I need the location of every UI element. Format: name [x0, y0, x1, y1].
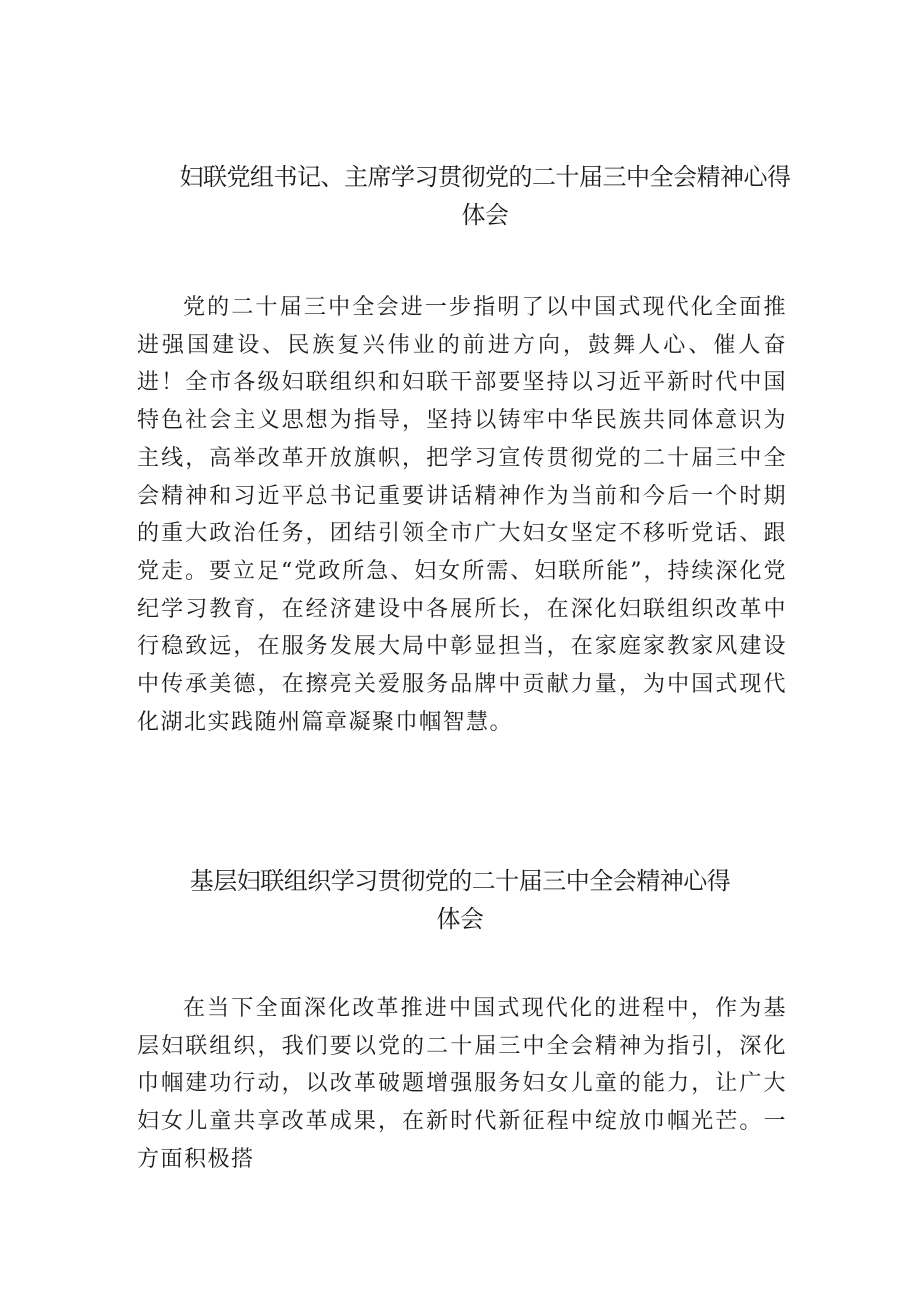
section-1-paragraph: 党的二十届三中全会进一步指明了以中国式现代化全面推进强国建设、民族复兴伟业的前进方向，鼓舞人心、催人奋进！全市各级妇联组织和妇联干部要坚持以习近平新时代中国特色社会主义思想为指导，坚持以铸牢中华民族共同体意识为主线，高举改革开放旗帜，把学习宣传贯彻党的二十届三中全会精神和习近平总书记重要讲话精神作为当前和今后一个时期的重大政治任务，团结引领全市广大妇女坚定不移听党话、跟党走。要立足“党政所急、妇女所需、妇联所能”，持续深化党纪学习教育，在经济建设中各展所长，在深化妇联组织改革中行稳致远，在服务发展大局中彰显担当，在家庭家教家风建设中传承美德，在擦亮关爱服务品牌中贡献力量，为中国式现代化湖北实践随州篇章凝聚巾帼智慧。	[137, 295, 787, 735]
section-1-title-line-2: 体会	[461, 201, 509, 229]
section-2-paragraph: 在当下全面深化改革推进中国式现代化的进程中，作为基层妇联组织，我们要以党的二十届三中全会精神为指引，深化巾帼建功行动，以改革破题增强服务妇女儿童的能力，让广大妇女儿童共享改革成果，在新时代新征程中绽放巾帼光芒。一方面积极搭	[137, 996, 787, 1172]
section-2-title-line-1: 基层妇联组织学习贯彻党的二十届三中全会精神心得	[189, 867, 731, 895]
section-1-title-line-1: 妇联党组书记、主席学习贯彻党的二十届三中全会精神心得	[179, 163, 791, 191]
section-2-title	[150, 862, 770, 938]
section-2-title-line-2: 体会	[436, 905, 484, 933]
section-1-title	[150, 158, 820, 234]
